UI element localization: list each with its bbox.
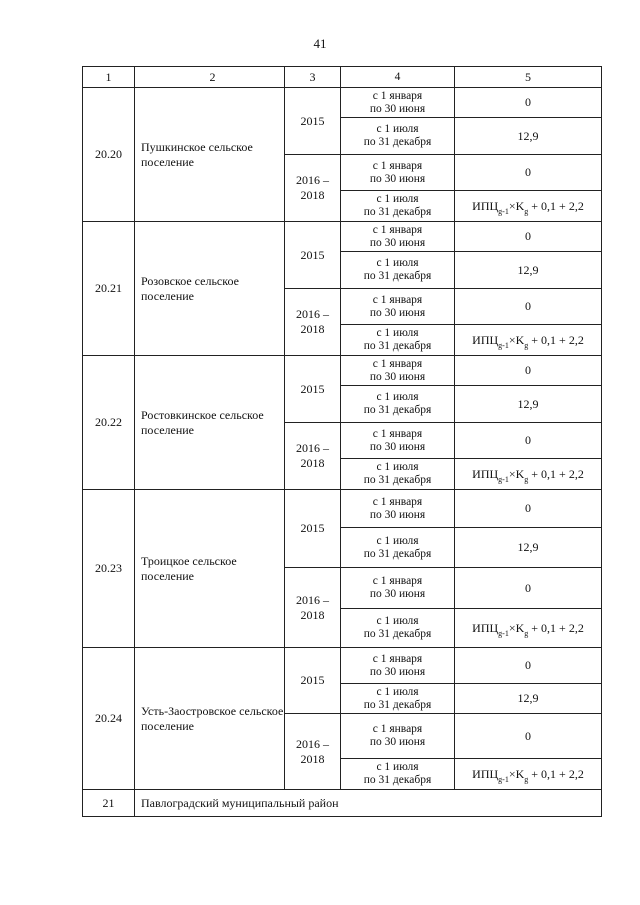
date-to: по 31 декабря [363, 474, 432, 486]
tariff-value-cell [455, 325, 602, 356]
period-dates-cell [341, 88, 455, 118]
formula-base: ИПЦ [472, 766, 499, 781]
formula-sub-index: g-1 [498, 340, 509, 350]
tariff-value-cell [455, 714, 602, 759]
date-from: с 1 июля [376, 534, 419, 547]
formula-expression [472, 199, 584, 214]
date-from: с 1 июля [376, 257, 419, 269]
period-years: 2016 – 2018 [285, 423, 341, 490]
table-row [83, 490, 602, 528]
date-to: по 31 декабря [363, 698, 432, 711]
period-years: 2016 – 2018 [285, 568, 341, 648]
formula-times: ×K [508, 466, 525, 481]
row-number: 20.21 [83, 222, 135, 356]
period-dates-cell [341, 356, 455, 386]
date-from: с 1 января [372, 723, 423, 735]
period-dates-cell [341, 714, 455, 759]
period-dates-cell [341, 684, 455, 714]
date-from: с 1 июля [376, 461, 419, 473]
period-years: 2015 [285, 88, 341, 155]
formula-base: ИПЦ [472, 198, 499, 213]
date-from: с 1 января [372, 575, 423, 587]
tariff-value-cell [455, 459, 602, 490]
settlement-name: Троицкое сельское поселение [135, 490, 285, 648]
tariff-value: 0 [525, 658, 531, 672]
tariff-value-cell [455, 759, 602, 790]
date-from: с 1 июля [376, 391, 419, 403]
date-to: по 30 июня [369, 736, 426, 748]
date-to: по 31 декабря [363, 628, 432, 640]
date-to: по 30 июня [369, 370, 426, 383]
tariff-value: 0 [525, 433, 531, 447]
row-number: 20.22 [83, 356, 135, 490]
formula-sub-index: g-1 [498, 206, 509, 216]
date-from: с 1 января [372, 357, 423, 370]
tariff-value-cell [455, 568, 602, 609]
period-dates-cell [341, 459, 455, 490]
formula-base: ИПЦ [472, 332, 499, 347]
formula-times: ×K [508, 198, 525, 213]
formula-base: ИПЦ [472, 466, 499, 481]
tariff-value-cell [455, 222, 602, 252]
date-to: по 30 июня [369, 306, 426, 319]
formula-expression [472, 767, 584, 782]
tariff-value-cell [455, 252, 602, 289]
period-years: 2016 – 2018 [285, 155, 341, 222]
row-number: 20.20 [83, 88, 135, 222]
period-dates-cell [341, 289, 455, 325]
tariff-value-cell [455, 118, 602, 155]
formula-times: ×K [508, 620, 525, 635]
formula-expression [472, 621, 584, 636]
formula-sub-g: g [524, 774, 529, 784]
tariff-table [82, 66, 602, 817]
settlement-name: Ростовкинское сельское поселение [135, 356, 285, 490]
date-to: по 31 декабря [363, 206, 432, 218]
tariff-value: 12,9 [517, 691, 539, 705]
tariff-value: 0 [525, 165, 531, 179]
settlement-name: Пушкинское сельское поселение [135, 88, 285, 222]
table-row [83, 222, 602, 252]
period-dates-cell [341, 155, 455, 191]
date-from: с 1 января [372, 495, 423, 508]
formula-times: ×K [508, 766, 525, 781]
date-to: по 30 июня [369, 236, 426, 249]
tariff-value-cell [455, 528, 602, 568]
period-years: 2015 [285, 356, 341, 423]
formula-sub-g: g [524, 628, 529, 638]
tariff-value-cell [455, 423, 602, 459]
formula-tail: + 0,1 + 2,2 [528, 466, 584, 481]
row-number: 20.23 [83, 490, 135, 648]
formula-expression [472, 333, 584, 348]
tariff-value-cell [455, 88, 602, 118]
tariff-value-cell [455, 356, 602, 386]
tariff-value-cell [455, 609, 602, 648]
header-col-1: 1 [83, 67, 135, 88]
formula-times: ×K [508, 332, 525, 347]
formula-expression [472, 467, 584, 482]
formula-sub-g: g [524, 206, 529, 216]
settlement-name: Усть-Заостровское сельское поселение [135, 648, 285, 790]
header-col-3: 3 [285, 67, 341, 88]
row-number: 21 [83, 790, 135, 817]
formula-base: ИПЦ [472, 620, 499, 635]
period-dates-cell [341, 386, 455, 423]
tariff-value-cell [455, 648, 602, 684]
period-years: 2015 [285, 490, 341, 568]
date-to: по 31 декабря [363, 404, 432, 416]
date-to: по 31 декабря [363, 547, 432, 560]
period-dates-cell [341, 325, 455, 356]
table-row-final [83, 790, 602, 817]
date-from: с 1 июля [376, 615, 419, 627]
date-to: по 30 июня [369, 665, 426, 678]
period-years: 2016 – 2018 [285, 289, 341, 356]
period-dates-cell [341, 490, 455, 528]
table-header-row [83, 67, 602, 88]
date-to: по 31 декабря [363, 774, 432, 786]
table-body [83, 88, 602, 817]
formula-tail: + 0,1 + 2,2 [528, 198, 584, 213]
header-col-5: 5 [455, 67, 602, 88]
period-dates-cell [341, 609, 455, 648]
date-from: с 1 июля [376, 123, 419, 135]
tariff-value: 0 [525, 501, 531, 515]
page-number: 41 [313, 36, 327, 51]
tariff-value: 0 [525, 580, 531, 595]
period-dates-cell [341, 118, 455, 155]
date-from: с 1 января [372, 89, 423, 102]
tariff-value: 12,9 [517, 540, 539, 554]
date-from: с 1 января [372, 293, 423, 306]
tariff-value: 0 [525, 728, 531, 743]
date-to: по 30 июня [369, 172, 426, 185]
date-to: по 31 декабря [363, 340, 432, 352]
tariff-value: 0 [525, 363, 531, 377]
period-dates-cell [341, 423, 455, 459]
period-dates-cell [341, 648, 455, 684]
table-row [83, 648, 602, 684]
table-row [83, 356, 602, 386]
date-from: с 1 января [372, 427, 423, 440]
tariff-value-cell [455, 289, 602, 325]
formula-tail: + 0,1 + 2,2 [528, 766, 584, 781]
date-to: по 31 декабря [363, 270, 432, 282]
tariff-value-cell [455, 684, 602, 714]
period-years: 2015 [285, 222, 341, 289]
period-dates-cell [341, 759, 455, 790]
header-col-4: 4 [341, 67, 455, 88]
date-from: с 1 июля [376, 685, 419, 698]
date-from: с 1 июля [376, 761, 419, 773]
formula-sub-index: g-1 [498, 774, 509, 784]
formula-sub-index: g-1 [498, 628, 509, 638]
date-from: с 1 июля [376, 193, 419, 205]
tariff-value: 0 [525, 229, 531, 243]
period-dates-cell [341, 191, 455, 222]
date-to: по 30 июня [369, 102, 426, 115]
period-years: 2015 [285, 648, 341, 714]
tariff-value: 12,9 [517, 128, 539, 143]
period-years: 2016 – 2018 [285, 714, 341, 790]
date-to: по 31 декабря [363, 136, 432, 148]
settlement-name: Розовское сельское поселение [135, 222, 285, 356]
tariff-value-cell [455, 191, 602, 222]
formula-sub-g: g [524, 340, 529, 350]
tariff-value: 12,9 [517, 396, 539, 411]
formula-sub-g: g [524, 474, 529, 484]
tariff-value: 0 [525, 95, 531, 109]
date-to: по 30 июня [369, 508, 426, 521]
period-dates-cell [341, 252, 455, 289]
date-to: по 30 июня [369, 588, 426, 600]
formula-tail: + 0,1 + 2,2 [528, 332, 584, 347]
district-name: Павлоградский муниципальный район [135, 790, 602, 817]
tariff-value: 0 [525, 299, 531, 313]
date-from: с 1 января [372, 159, 423, 172]
date-from: с 1 июля [376, 327, 419, 339]
tariff-value-cell [455, 155, 602, 191]
period-dates-cell [341, 222, 455, 252]
date-from: с 1 января [372, 223, 423, 236]
tariff-value-cell [455, 490, 602, 528]
formula-tail: + 0,1 + 2,2 [528, 620, 584, 635]
period-dates-cell [341, 568, 455, 609]
tariff-value: 12,9 [517, 262, 539, 277]
tariff-value-cell [455, 386, 602, 423]
row-number: 20.24 [83, 648, 135, 790]
date-to: по 30 июня [369, 440, 426, 453]
period-dates-cell [341, 528, 455, 568]
header-col-2: 2 [135, 67, 285, 88]
table-row [83, 88, 602, 118]
formula-sub-index: g-1 [498, 474, 509, 484]
date-from: с 1 января [372, 652, 423, 665]
